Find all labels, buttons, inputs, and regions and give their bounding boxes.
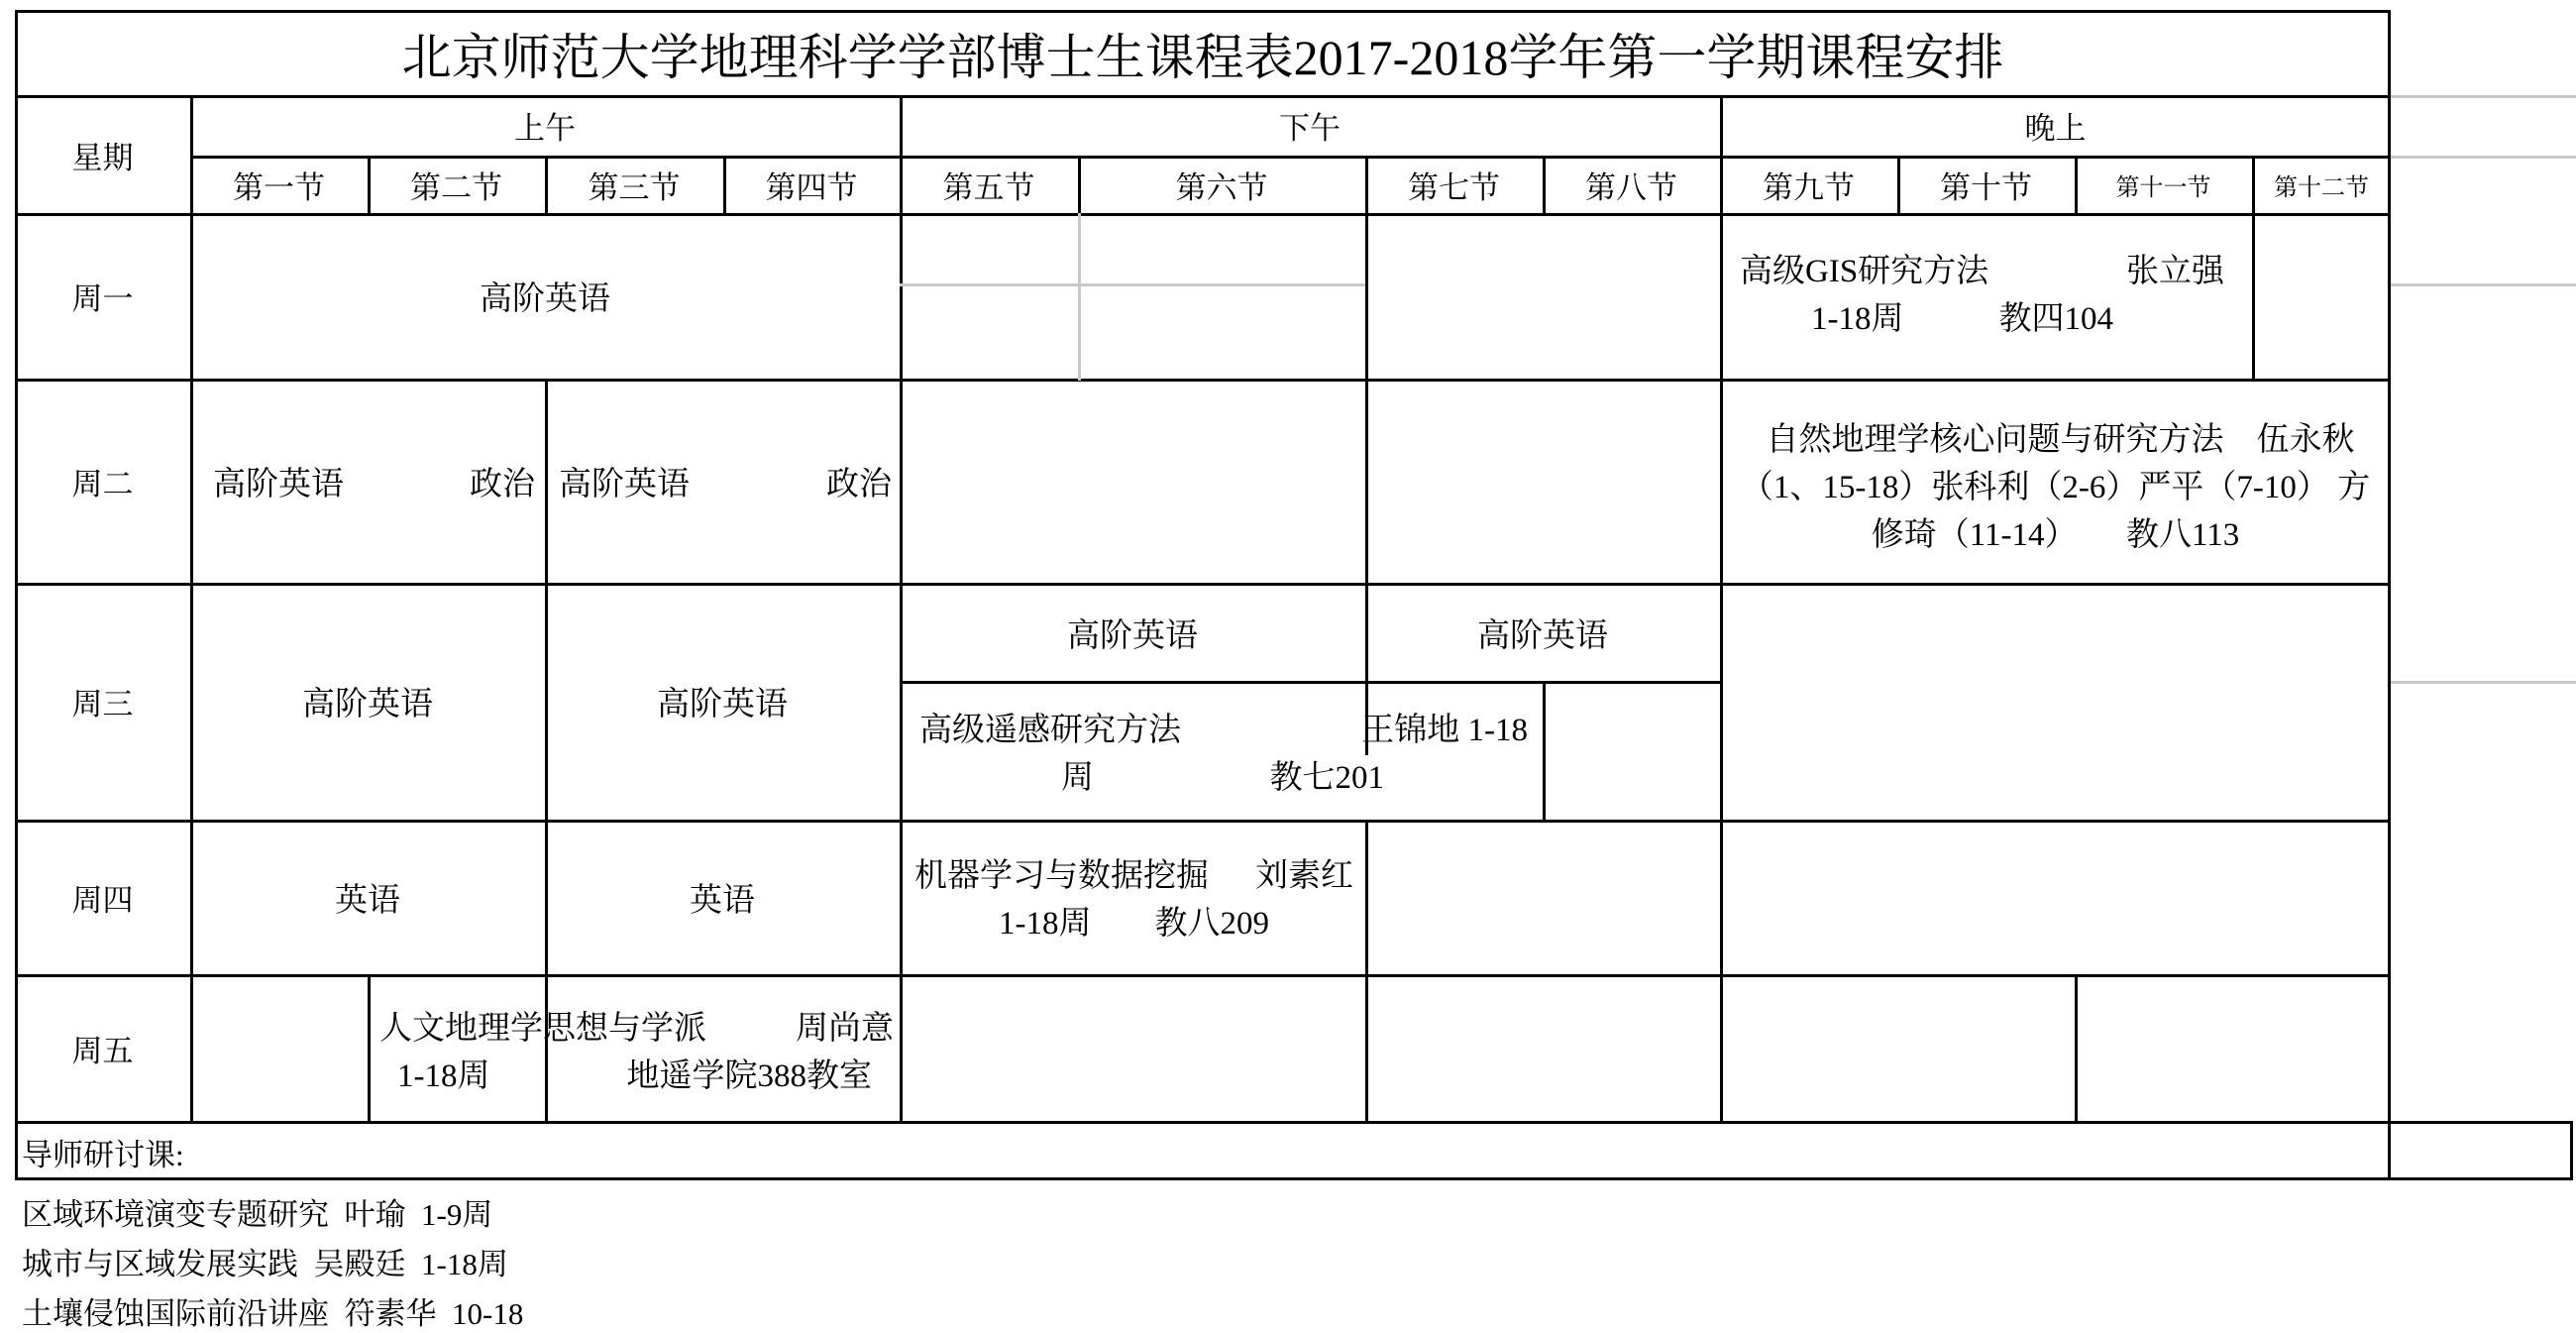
outside-gray-4 xyxy=(2391,681,2576,684)
session-11: 第十一节 xyxy=(2115,174,2211,201)
mon-morning-course: 高阶英语 xyxy=(480,281,610,317)
table-border-top xyxy=(15,10,2391,13)
wed-am1-course: 高阶英语 xyxy=(302,687,433,722)
course-teacher: 周尚意 xyxy=(796,1011,894,1047)
period-afternoon: 下午 xyxy=(1279,111,1341,146)
day-tue: 周二 xyxy=(71,466,134,501)
wed-pm-split xyxy=(1543,681,1546,822)
session-7: 第七节 xyxy=(1408,169,1500,205)
outside-gray-3 xyxy=(2391,283,2576,286)
mon-eve-split xyxy=(2252,213,2255,381)
session-5: 第五节 xyxy=(942,169,1035,205)
course-teacher: 刘素红 xyxy=(1255,858,1353,894)
wed-am2-course: 高阶英语 xyxy=(657,687,788,722)
day-mon: 周一 xyxy=(71,281,134,316)
row-line-thu xyxy=(15,974,2391,977)
tue-evening-line3: 修琦（11-14） 教八113 xyxy=(1871,517,2240,553)
footer-box-bottom xyxy=(15,1177,2573,1180)
page-title: 北京师范大学地理科学学部博士生课程表2017-2018学年第一学期课程安排 xyxy=(401,30,2004,85)
weekday-header: 星期 xyxy=(71,140,134,175)
fri-eve-split xyxy=(2075,974,2078,1123)
day-thu: 周四 xyxy=(71,882,134,918)
tue-am2-cell xyxy=(545,379,900,583)
tue-am2-politics: 政治 xyxy=(826,466,892,502)
row-line-fri xyxy=(15,1121,2391,1124)
course-weeks: 周 xyxy=(1061,760,1094,796)
tue-evening-line1: 自然地理学核心问题与研究方法 伍永秋 xyxy=(1766,422,2355,458)
fri-hg-course xyxy=(368,1005,900,1100)
day-wed: 周三 xyxy=(71,687,134,722)
tue-am2-course: 高阶英语 xyxy=(559,466,690,502)
mon-gray-h xyxy=(900,283,1365,286)
course-teacher: 王锦地 1-18 xyxy=(1361,713,1528,748)
outside-gray-1 xyxy=(2391,95,2576,98)
course-room: 教七201 xyxy=(1269,760,1384,796)
course-name: 高级GIS研究方法 xyxy=(1740,254,1989,289)
outside-right-line xyxy=(2570,1121,2573,1180)
footer-box-top-ext xyxy=(2391,1121,2573,1124)
course-name: 高级遥感研究方法 xyxy=(919,713,1181,748)
thu-pm-split xyxy=(1365,820,1368,1123)
session-9: 第九节 xyxy=(1763,169,1855,205)
course-room: 教八209 xyxy=(1154,906,1269,942)
period-morning: 上午 xyxy=(514,111,576,146)
course-teacher: 张立强 xyxy=(2126,254,2224,289)
day-fri: 周五 xyxy=(71,1033,134,1068)
wed-pm2-course: 高阶英语 xyxy=(1477,617,1608,654)
course-weeks: 1-18周 xyxy=(397,1058,490,1094)
thu-ml-course xyxy=(900,852,1365,947)
seminar-label: 导师研讨课: xyxy=(22,1138,184,1172)
thu-am2-course: 英语 xyxy=(690,882,755,919)
seminar-item: 城市与区域发展实践 吴殿廷 1-18周 xyxy=(22,1247,508,1281)
tue-evening-line2: （1、15-18）张科利（2-6）严平（7-10） 方 xyxy=(1740,470,2371,505)
session-8: 第八节 xyxy=(1585,169,1677,205)
seminar-item: 土壤侵蚀国际前沿讲座 符素华 10-18 xyxy=(22,1296,524,1331)
thu-am1-course: 英语 xyxy=(335,882,400,919)
session-1: 第一节 xyxy=(233,169,325,205)
course-weeks: 1-18周 xyxy=(1811,301,1904,337)
seminar-item: 区域环境演变专题研究 叶瑜 1-9周 xyxy=(22,1197,493,1232)
course-weeks: 1-18周 xyxy=(999,906,1092,942)
outside-gray-2 xyxy=(2391,156,2576,159)
tue-am1-course: 高阶英语 xyxy=(213,466,344,502)
tue-am1-cell xyxy=(190,379,545,583)
mon-gray-v xyxy=(1078,213,1081,381)
session-12: 第十二节 xyxy=(2274,174,2369,201)
session-4: 第四节 xyxy=(765,169,858,205)
session-10: 第十节 xyxy=(1940,169,2032,205)
course-room: 地遥学院388教室 xyxy=(626,1058,872,1094)
session-6: 第六节 xyxy=(1175,169,1268,205)
course-room: 教四104 xyxy=(1998,301,2113,337)
course-name: 机器学习与数据挖掘 xyxy=(914,858,1209,894)
wed-pm1-course: 高阶英语 xyxy=(1067,617,1198,654)
session-2: 第二节 xyxy=(410,169,502,205)
tue-evening-course xyxy=(1720,416,2391,559)
session-3: 第三节 xyxy=(588,169,681,205)
tue-am1-politics: 政治 xyxy=(470,466,535,502)
mon-evening-course xyxy=(1720,248,2252,343)
course-name: 人文地理学思想与学派 xyxy=(379,1011,706,1047)
wed-rs-course xyxy=(900,707,1543,802)
period-evening: 晚上 xyxy=(2024,111,2087,146)
